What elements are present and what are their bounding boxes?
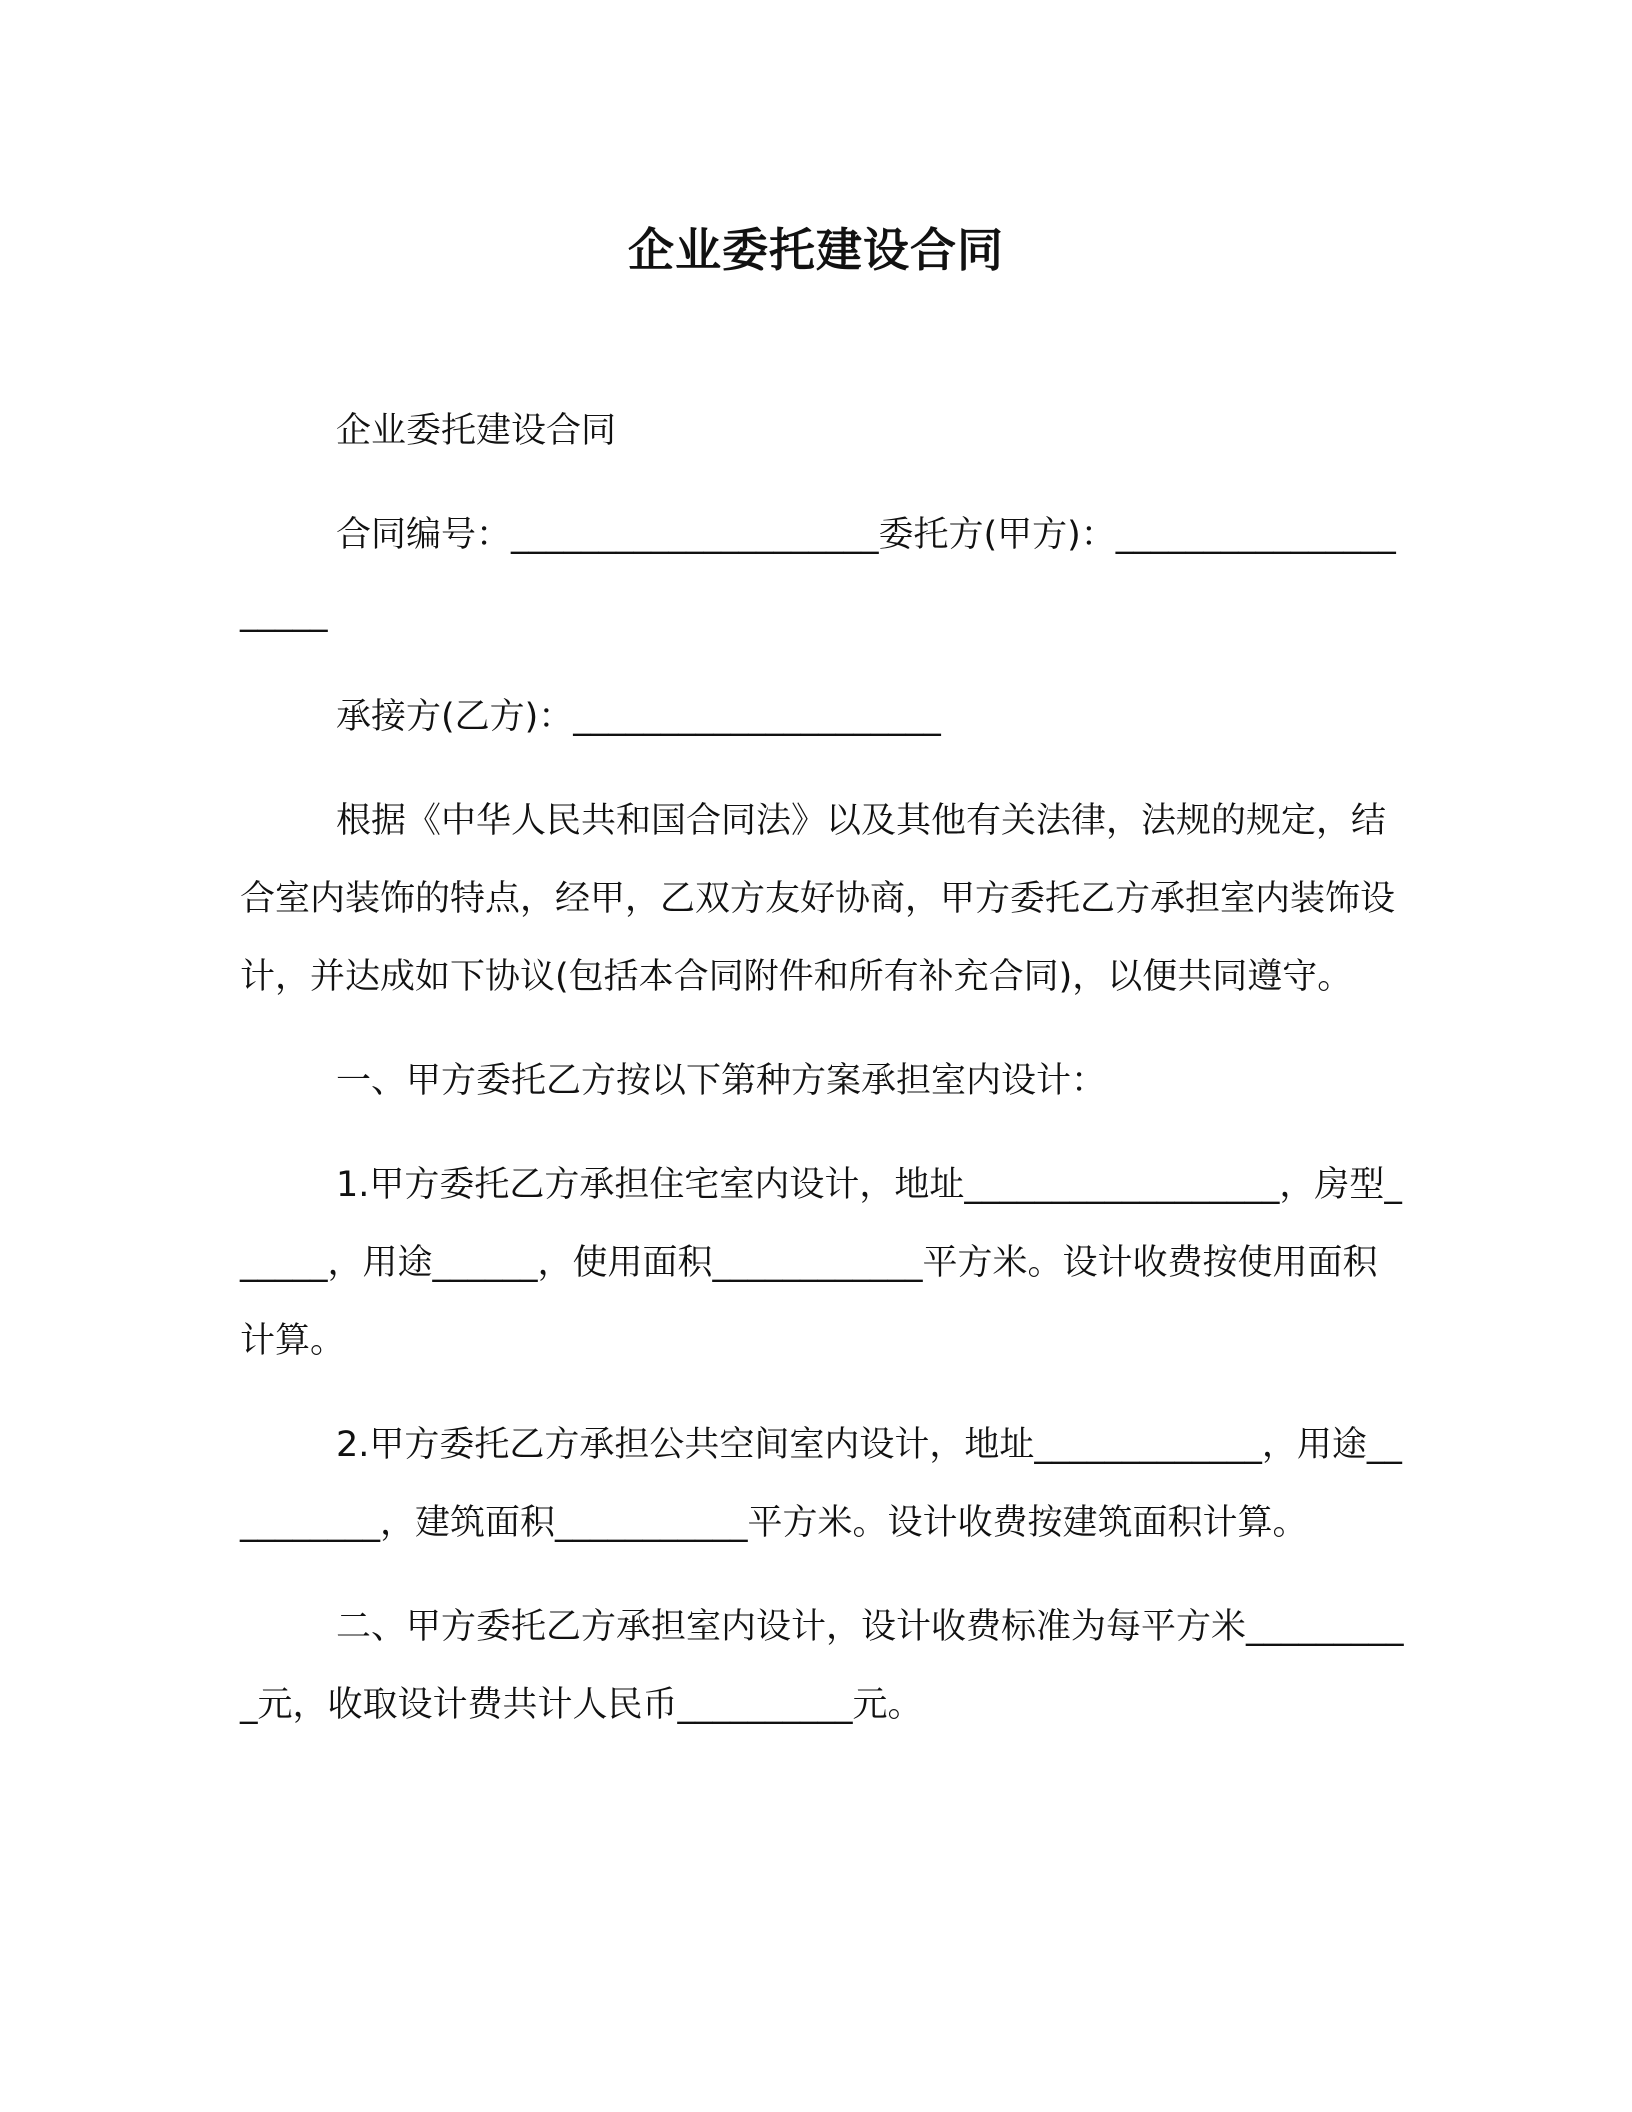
paragraph-party-b: 承接方(乙方)：_____________________: [336, 697, 941, 737]
paragraph-heading-repeat: 企业委托建设合同: [336, 411, 617, 451]
paragraph-section-two: 二、甲方委托乙方承担室内设计，设计收费标准为每平方米__________元，收取设计费共计人民币__________元。: [240, 1607, 1404, 1725]
document-title: 企业委托建设合同: [628, 223, 1004, 277]
paragraph-contract-number: 合同编号：_____________________委托方(甲方)：_____________________: [240, 515, 1396, 633]
paragraph-section-one: 一、甲方委托乙方按以下第种方案承担室内设计：: [336, 1061, 1107, 1101]
paragraph-legal-basis: 根据《中华人民共和国合同法》以及其他有关法律，法规的规定，结合室内装饰的特点，经甲，乙双方友好协商，甲方委托乙方承担室内装饰设计，并达成如下协议(包括本合同附件和所有补充合同)，以便共同遵守。: [240, 801, 1396, 997]
paragraph-residential-design: 1.甲方委托乙方承担住宅室内设计，地址__________________，房型______，用途______，使用面积____________平方米。设计收费按使用面积计算。: [240, 1165, 1402, 1361]
paragraph-public-space-design: 2.甲方委托乙方承担公共空间室内设计，地址_____________，用途__________，建筑面积___________平方米。设计收费按建筑面积计算。: [240, 1425, 1402, 1543]
document-body: [240, 392, 1410, 1770]
